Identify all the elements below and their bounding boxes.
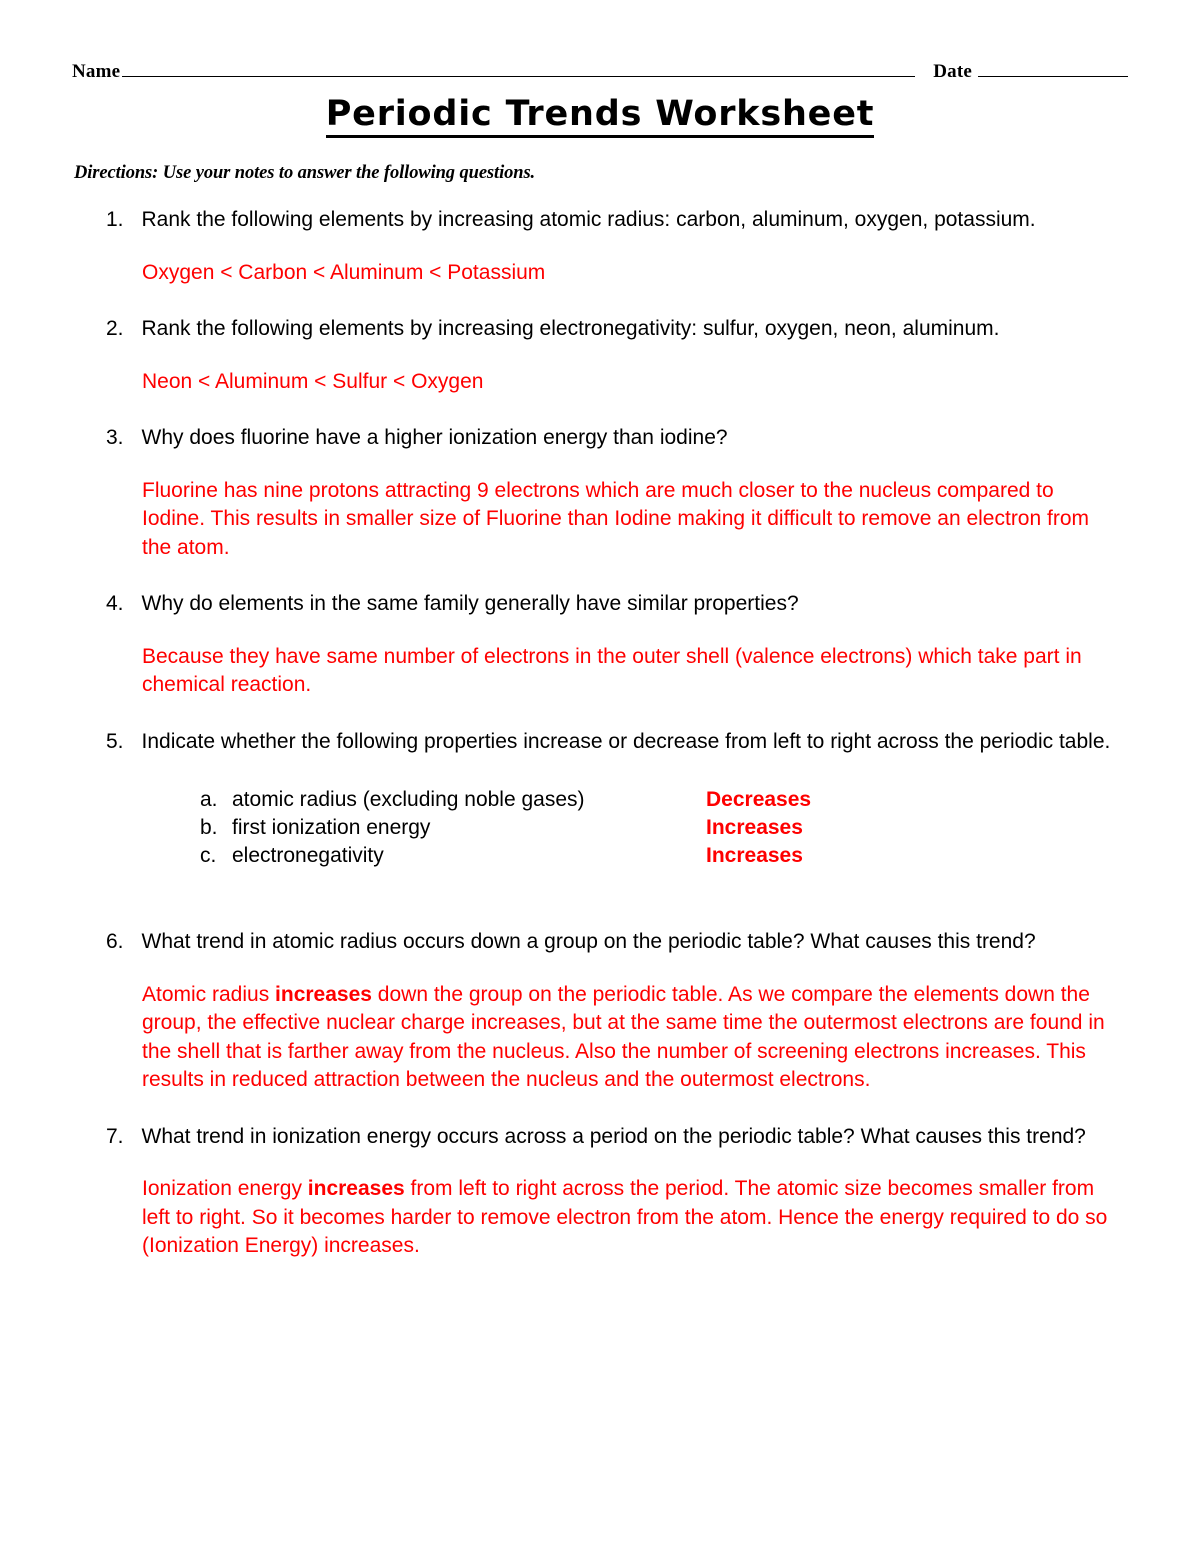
question-text-7: What trend in ionization energy occurs across a period on the periodic table? What causes this trend? [141,1124,1086,1148]
question-number-5: 5. [106,729,124,753]
question-item-3 [0,424,1200,562]
answer-7-emphasis: increases [307,1177,405,1200]
sub-item-c [200,842,1116,870]
answer-text-1: Oxygen < Carbon < Aluminum < Potassium [142,260,546,284]
question-text-1: Rank the following elements by increasing atomic radius: carbon, aluminum, oxygen, potassium. [141,208,1036,231]
date-label: Date [933,61,972,82]
question-number-7: 7. [106,1124,124,1148]
sub-label-c: electronegativity [232,844,384,867]
question-text-3: Why does fluorine have a higher ionization energy than iodine? [141,426,728,449]
sub-item-a [200,786,1116,814]
question-number-1: 1. [106,208,124,231]
question-item-6 [0,928,1200,1095]
spacer [0,562,1200,590]
question-text-6: What trend in atomic radius occurs down a group on the periodic table? What causes this trend? [141,930,1036,953]
sub-label-b: first ionization energy [232,816,431,839]
question-item-7 [0,1123,1200,1261]
answer-text-4: Because they have same number of electrons in the outer shell (valence electrons) which take part in chemical reaction. [142,644,1082,696]
name-label: Name [72,61,121,82]
question-number-4: 4. [106,592,124,615]
answer-text-6 [142,981,1116,1095]
directions-line: Directions: Use your notes to answer the following questions. [74,163,536,183]
question-list [0,206,1200,1261]
answer-7-post: from left to right across the period. The atomic size becomes smaller from left to right. So it becomes harder to remove electron from the atom. Hence the energy required to do so (Ionization Energy) increases. [142,1177,1108,1257]
page-title [0,96,1200,138]
question-number-3: 3. [106,426,124,449]
answer-7-pre: Ionization energy [142,1177,308,1200]
spacer [0,396,1200,424]
question-item-2 [0,315,1200,396]
page-title-text: Periodic Trends Worksheet [326,96,875,138]
question-item-5 [0,728,1200,871]
sub-answer-a: Decreases [706,788,812,811]
date-blank-line[interactable] [978,63,1128,77]
sub-answer-c: Increases [706,844,803,867]
sub-label-a: atomic radius (excluding noble gases) [232,788,585,811]
question-text-2: Rank the following elements by increasing electronegativity: sulfur, oxygen, neon, aluminum. [141,317,1000,340]
name-date-header [72,62,1128,81]
name-blank-line[interactable] [122,63,915,77]
spacer [0,1095,1200,1123]
question-text-5: Indicate whether the following properties increase or decrease from left to right across the periodic table. [141,729,1111,753]
question-number-6: 6. [106,930,124,953]
question-text-4: Why do elements in the same family generally have similar properties? [141,592,799,615]
question-item-1 [0,206,1200,287]
question-number-2: 2. [106,317,124,340]
answer-text-2: Neon < Aluminum < Sulfur < Oxygen [142,369,484,393]
sub-answer-b: Increases [706,816,803,839]
spacer [0,287,1200,315]
sub-letter-c: c. [200,844,217,867]
spacer [0,700,1200,728]
answer-text-7 [142,1175,1116,1261]
sub-letter-b: b. [200,816,218,839]
spacer [0,870,1200,928]
answer-6-pre: Atomic radius [142,982,276,1006]
question-5-sublist [142,786,1116,870]
answer-text-3: Fluorine has nine protons attracting 9 electrons which are much closer to the nucleus compared to Iodine. This results in smaller size of Fluorine than Iodine making it difficult to remove an electron from the atom. [142,478,1089,559]
sub-item-b [200,814,1116,842]
sub-letter-a: a. [200,788,218,811]
answer-6-post: down the group on the periodic table. As we compare the elements down the group, the effective nuclear charge increases, but at the same time the outermost electrons are found in the shell that is farther away from the nucleus. Also the number of screening electrons increases. This results in reduced attraction between the nucleus and the outermost electrons. [142,982,1105,1091]
answer-6-emphasis: increases [275,982,372,1006]
question-item-4 [0,590,1200,700]
